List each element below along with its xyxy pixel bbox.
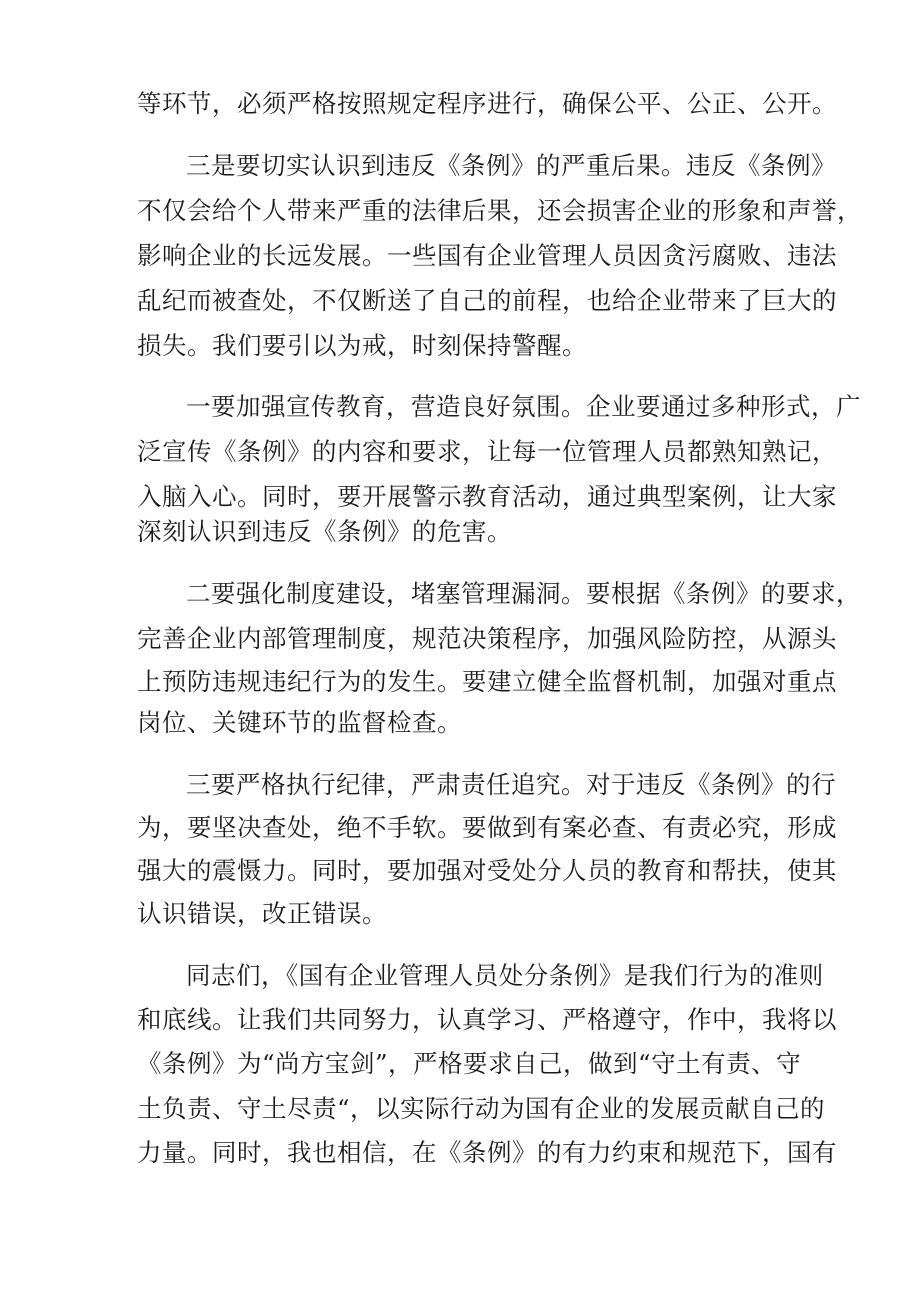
text-line: 上预防违规违纪行为的发生。要建立健全监督机制，加强对重点 bbox=[137, 667, 837, 696]
text-line: 岗位、关键环节的监督检查。 bbox=[137, 708, 462, 737]
text-line: 深刻认识到违反《条例》的危害。 bbox=[137, 517, 512, 546]
text-line: 乱纪而被查处，不仅断送了自己的前程，也给企业带来了巨大的 bbox=[137, 286, 837, 315]
text-line: 等环节，必须严格按照规定程序进行，确保公平、公正、公开。 bbox=[137, 89, 837, 118]
text-line: 完善企业内部管理制度，规范决策程序，加强风险防控，从源头 bbox=[137, 624, 837, 653]
text-line: 不仅会给个人带来严重的法律后果，还会损害企业的形象和声誉， bbox=[137, 196, 862, 225]
text-line: 入脑入心。同时，要开展警示教育活动，通过典型案例，让大家 bbox=[137, 482, 837, 511]
text-line: 一要加强宣传教育，营造良好氛围。企业要通过多种形式，广 bbox=[186, 392, 861, 421]
text-line: 泛宣传《条例》的内容和要求，让每一位管理人员都熟知熟记， bbox=[137, 437, 837, 466]
text-line: 为，要坚决查处，绝不手软。要做到有案必查、有责必究，形成 bbox=[137, 813, 837, 842]
text-line: 认识错误，改正错误。 bbox=[137, 899, 387, 928]
text-line: 强大的震慑力。同时，要加强对受处分人员的教育和帮扶，使其 bbox=[137, 856, 837, 885]
text-line: 二要强化制度建设，堵塞管理漏洞。要根据《条例》的要求， bbox=[186, 579, 861, 608]
text-line: 《条例》为“尚方宝剑”，严格要求自己，做到“守土有责、守 bbox=[137, 1049, 802, 1078]
text-line: 三要严格执行纪律，严肃责任追究。对于违反《条例》的行 bbox=[186, 770, 836, 799]
text-line: 和底线。让我们共同努力，认真学习、严格遵守，作中，我将以 bbox=[137, 1005, 837, 1034]
text-line: 损失。我们要引以为戒，时刻保持警醒。 bbox=[137, 331, 587, 360]
text-line: 同志们，《国有企业管理人员处分条例》是我们行为的准则 bbox=[186, 961, 824, 990]
text-line: 土负责、守土尽责“，以实际行动为国有企业的发展贡献自己的 bbox=[137, 1094, 826, 1123]
text-line: 力量。同时，我也相信，在《条例》的有力约束和规范下，国有 bbox=[137, 1138, 837, 1167]
text-line: 影响企业的长远发展。一些国有企业管理人员因贪污腐败、违法 bbox=[137, 241, 837, 270]
text-line: 三是要切实认识到违反《条例》的严重后果。违反《条例》 bbox=[186, 151, 836, 180]
